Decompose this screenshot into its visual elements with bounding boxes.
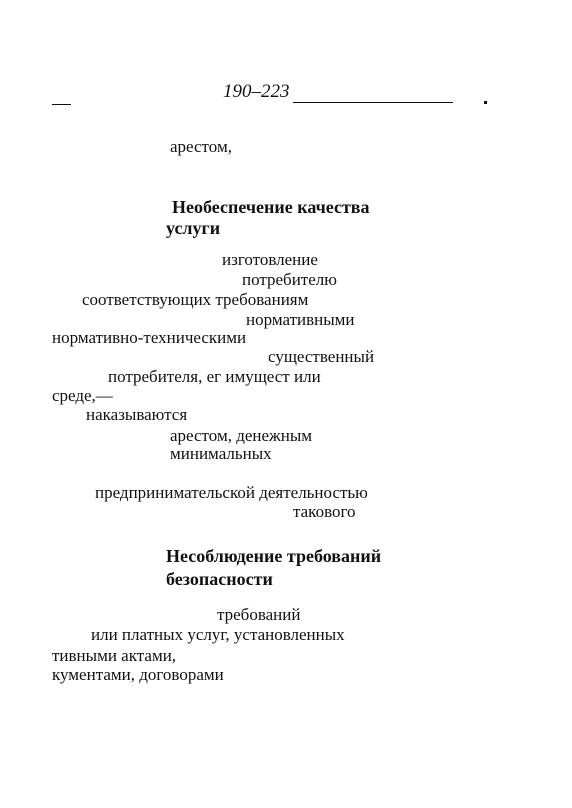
section2-line: кументами, договорами <box>52 665 224 684</box>
section1-title-line1: Необеспечение качества <box>172 197 370 217</box>
section1-line: такового <box>293 502 356 521</box>
header-mark <box>484 101 487 104</box>
section2-title-line2: безопасности <box>166 569 273 589</box>
section1-line: наказываются <box>86 405 188 424</box>
section1-title-line2: услуги <box>166 218 221 238</box>
section2-line: требований <box>217 605 301 624</box>
section1-line: нормативными <box>246 310 355 329</box>
intro-line: арестом, <box>170 137 232 156</box>
section2-line: или платных услуг, установленных <box>91 625 345 644</box>
section1-line: изготовление <box>222 250 318 269</box>
section1-line: минимальных <box>170 444 272 463</box>
section1-line: потребителя, ег имущест или <box>108 367 321 386</box>
header-left-rule <box>52 104 71 105</box>
section2-title-line1: Несоблюдение требований <box>166 546 382 566</box>
section1-line: арестом, денежным <box>170 426 313 445</box>
section2-line: тивными актами, <box>52 646 177 665</box>
page-range: 190–223 <box>223 81 290 102</box>
header-right-rule <box>293 102 453 103</box>
section1-line: соответствующих требованиям <box>82 290 309 309</box>
section1-line: среде,— <box>52 386 113 405</box>
section1-line: нормативно-техническими <box>52 328 247 347</box>
section1-line: существенный <box>268 347 375 366</box>
section1-line: предпринимательской деятельностью <box>95 483 368 502</box>
section1-line: потребителю <box>242 270 337 289</box>
